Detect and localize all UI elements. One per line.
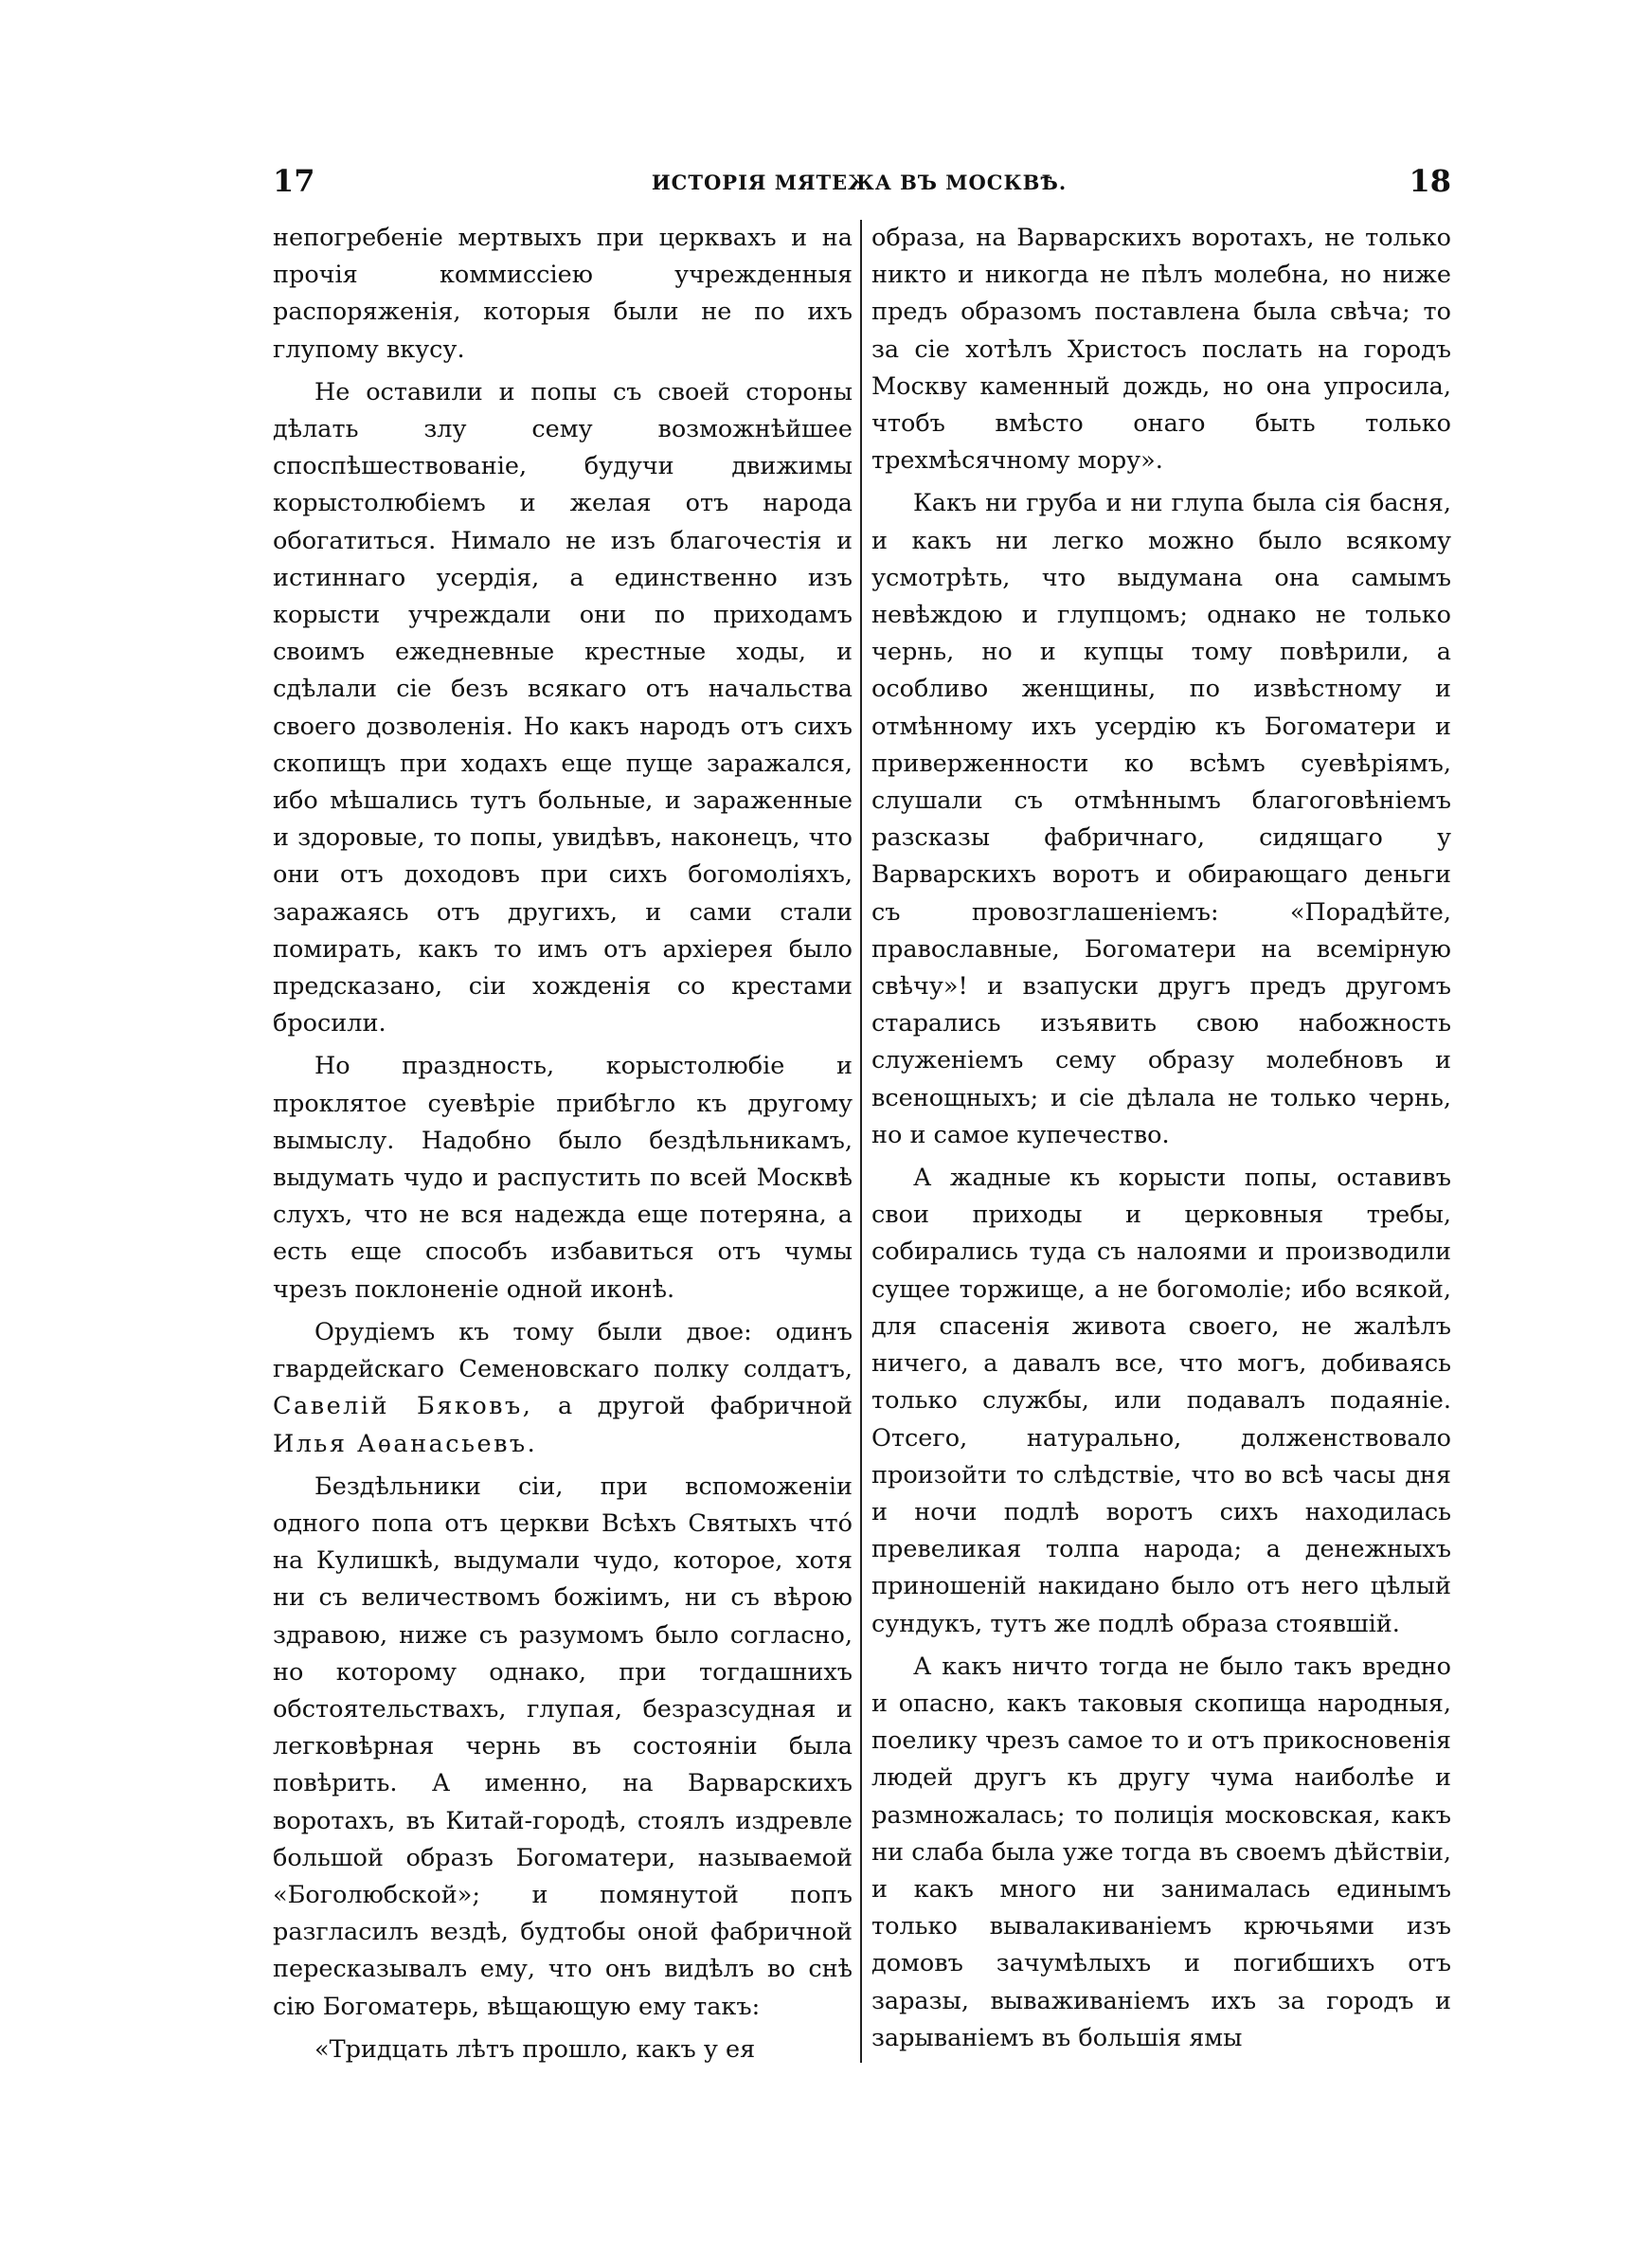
paragraph <box>273 1314 853 1463</box>
paragraph-text: Орудіемъ къ тому были двое: одинъ гвардейскаго Семеновскаго полку солдатъ, <box>273 1317 853 1384</box>
paragraph: Какъ ни груба и ни глупа была сія басня, и какъ ни легко можно было всякому усмотрѣть, что выдумана она самымъ невѣждою и глупцомъ; однако не только чернь, но и купцы тому повѣрили, а особливо женщины, по извѣстному и отмѣнному ихъ усердію къ Богоматери и приверженности ко всѣмъ суевѣріямъ, слушали съ отмѣннымъ благоговѣніемъ разсказы фабричнаго, сидящаго у Варварскихъ воротъ и обирающаго деньги съ провозглашеніемъ: «Порадѣйте, православные, Богоматери на всемірную свѣчу»! и взапуски другъ предъ другомъ старались изъявить свою набожность служеніемъ сему образу молебновъ и всенощныхъ; и сіе дѣлала не только чернь, но и самое купечество. <box>871 489 1451 1149</box>
right-column <box>871 220 1451 2063</box>
paragraph: А жадные къ корысти попы, оставивъ свои приходы и церковныя требы, собирались туда съ налоями и производили сущее торжище, а не богомоліе; ибо всякой, для спасенія живота своего, не жалѣлъ ничего, а давалъ все, что могъ, добиваясь только службы, или подавалъ подаяніе. Отсего, натурально, долженствовало произойти то слѣдствіе, что во всѣ часы дня и ночи подлѣ воротъ сихъ находилась превеликая толпа народа; а денежныхъ приношеній накидано было отъ него цѣлый сундукъ, тутъ же подлѣ образа стоявшій. <box>871 1164 1451 1638</box>
page-number-right: 18 <box>1409 163 1451 199</box>
paragraph: Но праздность, корыстолюбіе и проклятое суевѣріе прибѣгло къ другому вымыслу. Надобно было бездѣльникамъ, выдумать чудо и распустить по всей Москвѣ слухъ, что не вся надежда еще потеряна, а есть еще способъ избавиться отъ чумы чрезъ поклоненіе одной иконѣ. <box>273 1052 853 1304</box>
left-column <box>273 220 853 2074</box>
paragraph: А какъ ничто тогда не было такъ вредно и опасно, какъ таковыя скопища народныя, поелику чрезъ самое то и отъ прикосновенія людей другъ къ другу чума наиболѣе и размножалась; то полиція московская, какъ ни слаба была уже тогда въ своемъ дѣйствіи, и какъ много ни занималась единымъ только вывалакиваніемъ крючьями изъ домовъ зачумѣлыхъ и погибшихъ отъ заразы, вываживаніемъ ихъ за городъ и зарываніемъ въ большія ямы <box>871 1652 1451 2052</box>
paragraph: Бездѣльники сіи, при вспоможеніи одного попа отъ церкви Всѣхъ Святыхъ чтó на Кулишкѣ, выдумали чудо, которое, хотя ни съ величествомъ божіимъ, ни съ вѣрою здравою, ниже съ разумомъ было согласно, но которому однако, при тогдашнихъ обстоятельствахъ, глупая, безразсудная и легковѣрная чернь въ состояніи была повѣрить. А именно, на Варварскихъ воротахъ, въ Китай-городѣ, стоялъ издревле большой образъ Богоматери, называемой «Боголюбской»; и помянутой попъ разгласилъ вездѣ, будтобы оной фабричной пересказывалъ ему, что онъ видѣлъ во снѣ сію Богоматерь, вѣщающую ему такъ: <box>273 1472 853 2021</box>
paragraph: непогребеніе мертвыхъ при церквахъ и на прочія коммиссіею учрежденныя распоряженія, которыя были не по ихъ глупому вкусу. <box>273 224 853 364</box>
paragraph-text: а другой фабричной <box>557 1392 853 1421</box>
page-header <box>267 159 1451 216</box>
running-title: ИСТОРІЯ МЯТЕЖА ВЪ МОСКВѢ. <box>651 171 1068 194</box>
person-name: Илья Аѳанасьевъ. <box>273 1429 538 1458</box>
page-number-left: 17 <box>273 163 315 199</box>
column-divider <box>860 220 862 2063</box>
paragraph: Не оставили и попы съ своей стороны дѣлать злу сему возможнѣйшее споспѣшествованіе, будучи движимы корыстолюбіемъ и желая отъ народа обогатиться. Нимало не изъ благочестія и истиннаго усердія, а единственно изъ корысти учреждали они по приходамъ своимъ ежедневные крестные ходы, и сдѣлали сіе безъ всякаго отъ начальства своего дозволенія. Но какъ народъ отъ сихъ скопищъ при ходахъ еще пуще заражался, ибо мѣшались тутъ больные, и зараженные и здоровые, то попы, увидѣвъ, наконецъ, что они отъ доходовъ при сихъ богомоліяхъ, заражаясь отъ другихъ, и сами стали помирать, какъ то имъ отъ архіерея было предсказано, сіи хожденія со крестами бросили. <box>273 377 853 1038</box>
person-name: Савелій Бяковъ, <box>273 1392 533 1421</box>
paragraph: образа, на Варварскихъ воротахъ, не только никто и никогда не пѣлъ молебна, но ниже предъ образомъ поставлена была свѣча; то за сіе хотѣлъ Христосъ послать на городъ Москву каменный дождь, но она упросила, чтобъ вмѣсто онаго быть только трехмѣсячному мору». <box>871 224 1451 476</box>
paragraph: «Тридцать лѣтъ прошло, какъ у ея <box>314 2034 756 2064</box>
